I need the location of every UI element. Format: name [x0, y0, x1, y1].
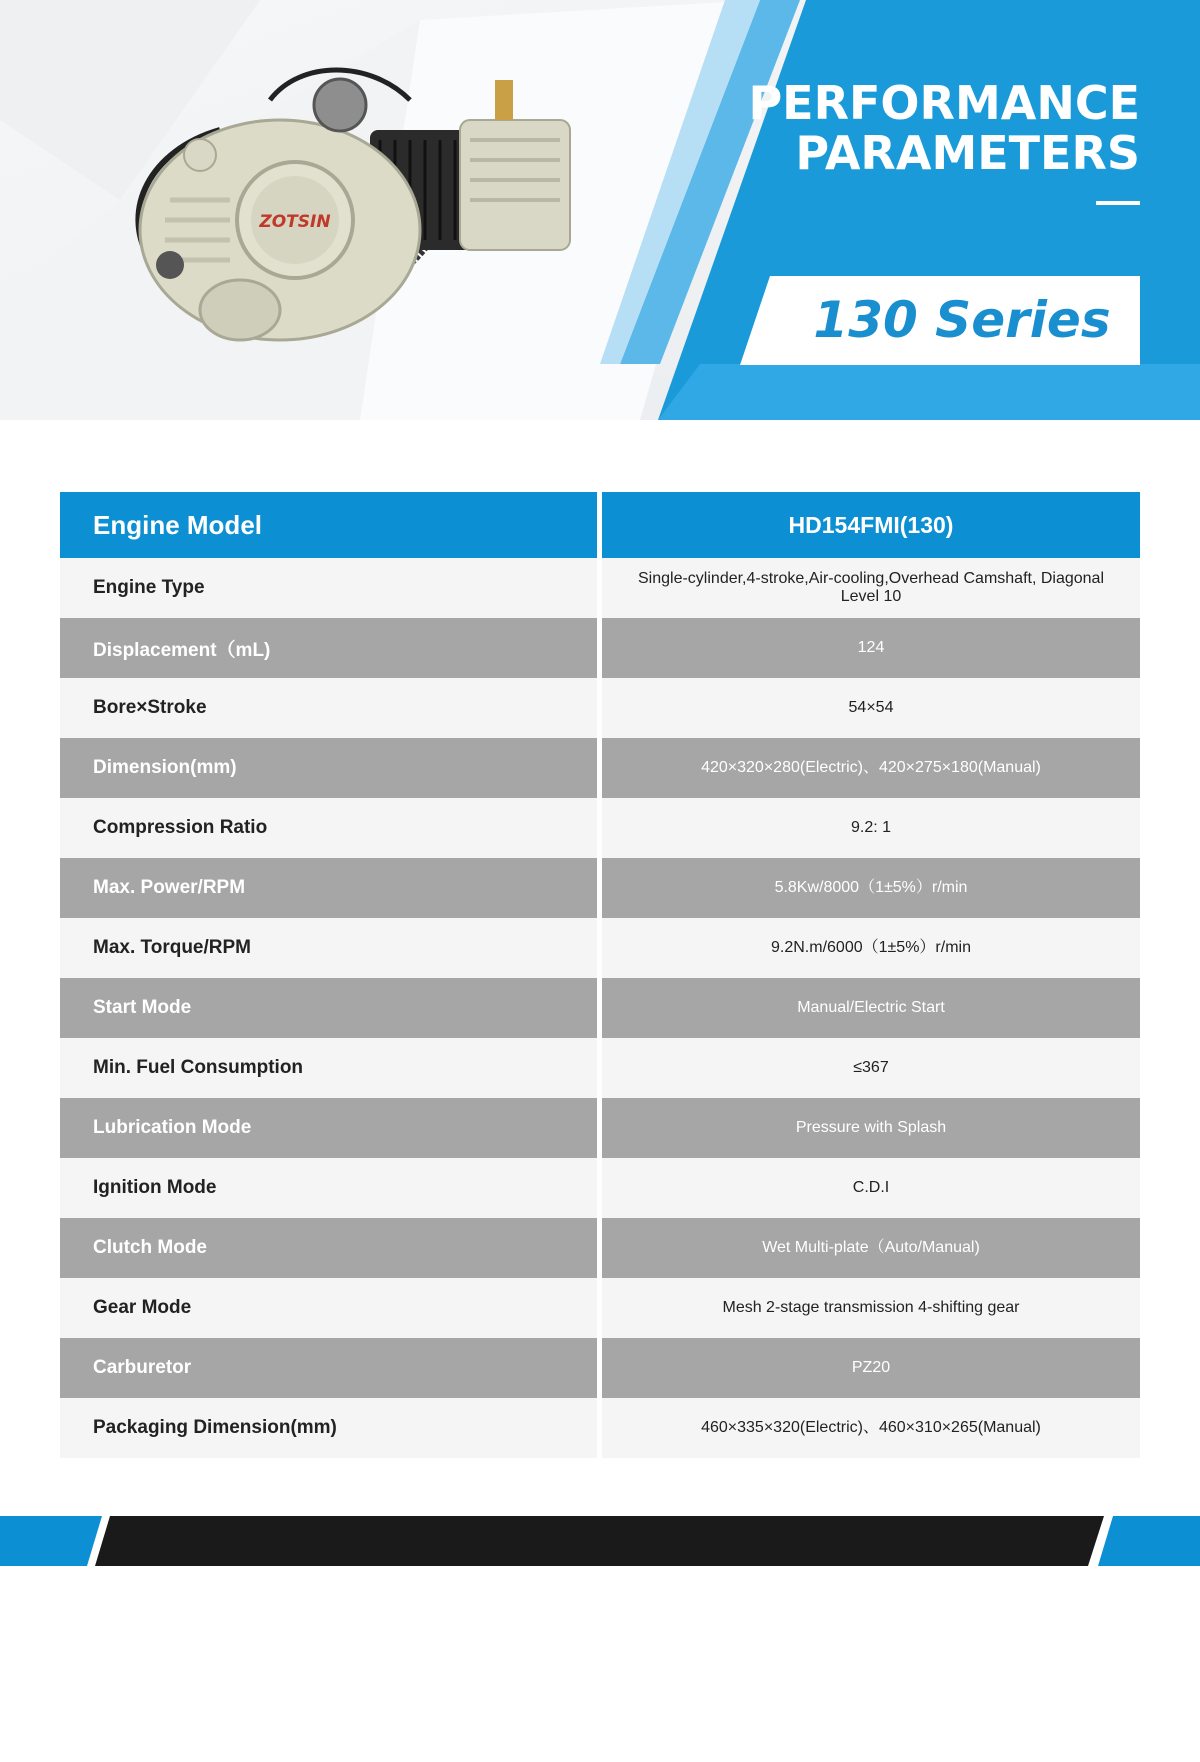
- table-row: [60, 1398, 1140, 1458]
- series-label: 130 Series: [813, 291, 1111, 349]
- table-row: [60, 1278, 1140, 1338]
- row-label: Displacement（mL): [60, 618, 597, 678]
- table-row: [60, 678, 1140, 738]
- table-row: [60, 1218, 1140, 1278]
- row-label: Clutch Mode: [60, 1218, 597, 1278]
- title-line-2: PARAMETERS: [795, 126, 1140, 180]
- row-label: Engine Type: [60, 558, 597, 618]
- row-value: 54×54: [602, 678, 1140, 738]
- table-row: [60, 798, 1140, 858]
- table-row: [60, 918, 1140, 978]
- table-row: [60, 1038, 1140, 1098]
- row-label: Gear Mode: [60, 1278, 597, 1338]
- page-title: [680, 78, 1140, 178]
- row-label: Ignition Mode: [60, 1158, 597, 1218]
- table-row: [60, 738, 1140, 798]
- table-row: [60, 558, 1140, 618]
- row-label: Min. Fuel Consumption: [60, 1038, 597, 1098]
- table-row: [60, 858, 1140, 918]
- table-header-row: [60, 492, 1140, 558]
- table-row: [60, 1158, 1140, 1218]
- row-value: 124: [602, 618, 1140, 678]
- row-value: Single-cylinder,4-stroke,Air-cooling,Overhead Camshaft, Diagonal Level 10: [602, 558, 1140, 618]
- table-row: [60, 978, 1140, 1038]
- row-value: Mesh 2-stage transmission 4-shifting gear: [602, 1278, 1140, 1338]
- row-label: Start Mode: [60, 978, 597, 1038]
- row-value: 5.8Kw/8000（1±5%）r/min: [602, 858, 1140, 918]
- row-label: Bore×Stroke: [60, 678, 597, 738]
- row-value: 9.2: 1: [602, 798, 1140, 858]
- table-row: [60, 1098, 1140, 1158]
- header-banner: [0, 0, 1200, 420]
- row-value: Wet Multi-plate（Auto/Manual): [602, 1218, 1140, 1278]
- row-value: PZ20: [602, 1338, 1140, 1398]
- svg-text:ZOTSIN: ZOTSIN: [259, 212, 331, 232]
- row-label: Dimension(mm): [60, 738, 597, 798]
- engine-image: [110, 60, 610, 380]
- table-row: [60, 1338, 1140, 1398]
- row-label: Compression Ratio: [60, 798, 597, 858]
- row-value: 420×320×280(Electric)、420×275×180(Manual): [602, 738, 1140, 798]
- row-label: Lubrication Mode: [60, 1098, 597, 1158]
- row-value: Manual/Electric Start: [602, 978, 1140, 1038]
- row-value: C.D.I: [602, 1158, 1140, 1218]
- title-underline: [1096, 201, 1140, 205]
- row-value: 460×335×320(Electric)、460×310×265(Manual): [602, 1398, 1140, 1458]
- row-label: Packaging Dimension(mm): [60, 1398, 597, 1458]
- header-value: HD154FMI(130): [602, 492, 1140, 558]
- row-value: ≤367: [602, 1038, 1140, 1098]
- spec-table: [60, 492, 1140, 1458]
- title-line-1: PERFORMANCE: [748, 76, 1140, 130]
- footer-strip: [0, 1516, 1200, 1566]
- header-label: Engine Model: [60, 492, 597, 558]
- row-value: Pressure with Splash: [602, 1098, 1140, 1158]
- row-value: 9.2N.m/6000（1±5%）r/min: [602, 918, 1140, 978]
- row-label: Max. Power/RPM: [60, 858, 597, 918]
- table-row: [60, 618, 1140, 678]
- row-label: Max. Torque/RPM: [60, 918, 597, 978]
- row-label: Carburetor: [60, 1338, 597, 1398]
